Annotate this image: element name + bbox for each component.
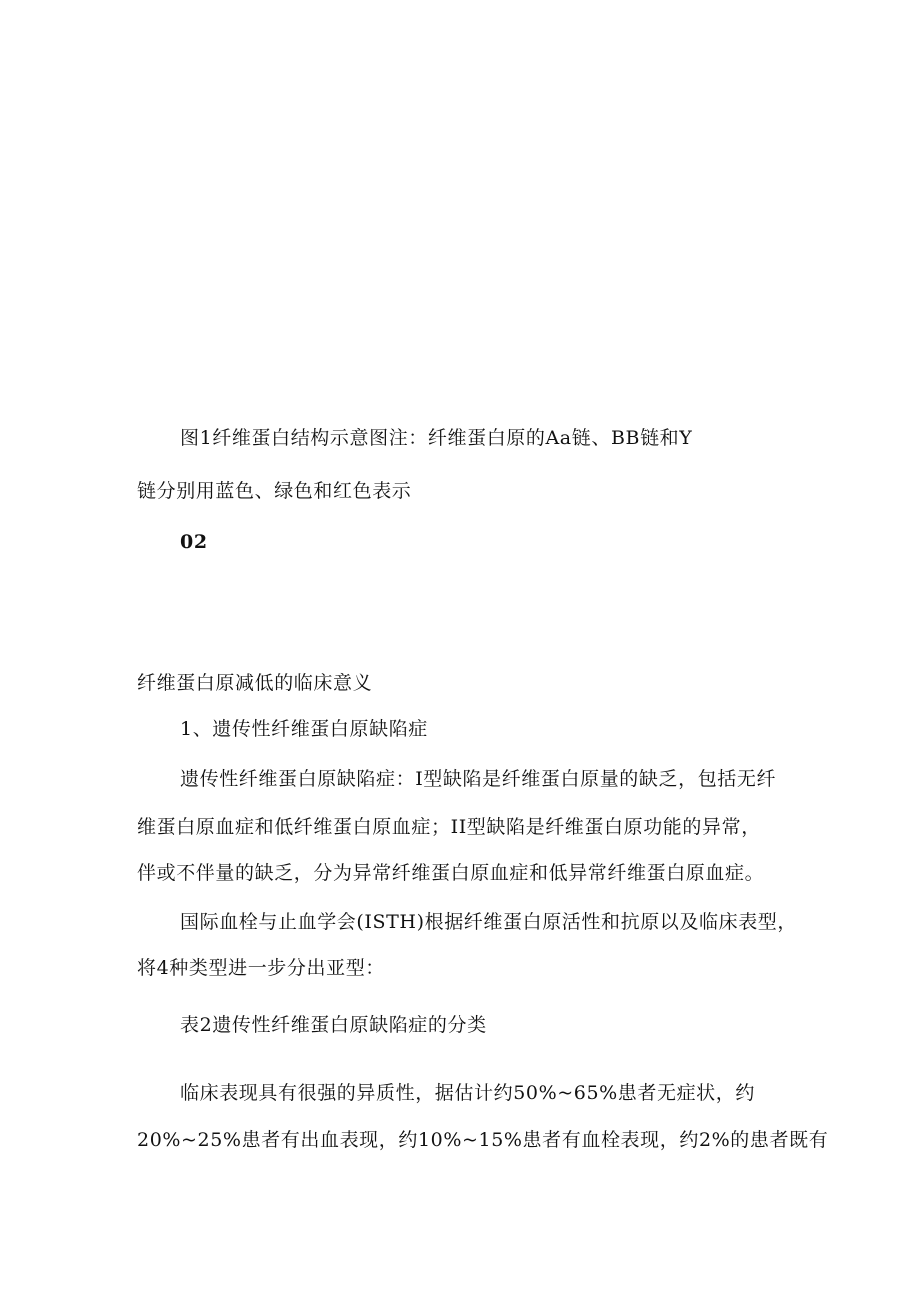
paragraph-3-line-1: 临床表现具有很强的异质性，据估计约50%~65%患者无症状，约	[180, 1082, 755, 1104]
section-number: 02	[180, 531, 208, 553]
paragraph-3-line-2: 20%~25%患者有出血表现，约10%~15%患者有血栓表现，约2%的患者既有	[137, 1129, 829, 1151]
paragraph-2-line-1: 国际血栓与止血学会(ISTH)根据纤维蛋白原活性和抗原以及临床表型，	[180, 911, 797, 933]
table-caption: 表2遗传性纤维蛋白原缺陷症的分类	[180, 1014, 487, 1036]
subsection-title: 1、遗传性纤维蛋白原缺陷症	[180, 718, 428, 740]
figure-caption-line-1: 图1纤维蛋白结构示意图注：纤维蛋白原的Aa链、BB链和Y	[180, 427, 693, 449]
figure-caption-line-2: 链分别用蓝色、绿色和红色表示	[137, 480, 412, 502]
section-title: 纤维蛋白原减低的临床意义	[137, 672, 373, 694]
paragraph-1-line-2: 维蛋白原血症和低纤维蛋白原血症；II型缺陷是纤维蛋白原功能的异常，	[137, 816, 761, 838]
paragraph-2-line-2: 将4种类型进一步分出亚型：	[137, 957, 385, 979]
paragraph-1-line-3: 伴或不伴量的缺乏，分为异常纤维蛋白原血症和低异常纤维蛋白原血症。	[137, 862, 765, 884]
paragraph-1-line-1: 遗传性纤维蛋白原缺陷症：I型缺陷是纤维蛋白原量的缺乏，包括无纤	[180, 768, 777, 790]
